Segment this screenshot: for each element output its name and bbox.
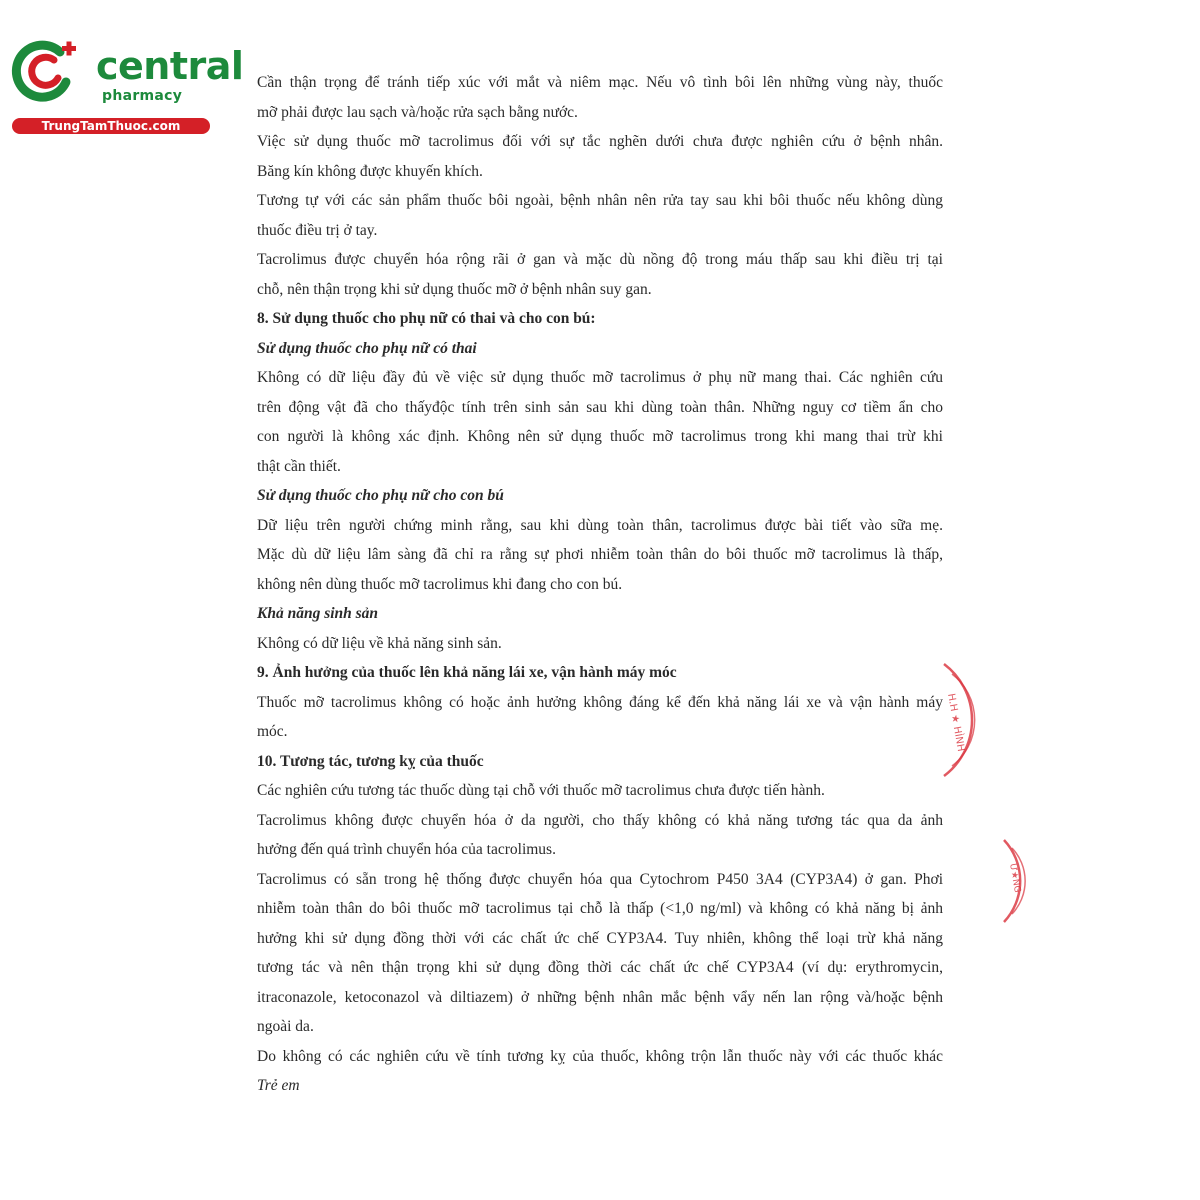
text-line: Tacrolimus được chuyển hóa rộng rãi ở gan và mặc dù nồng độ trong máu thấp sau khi điều trị tại [257,251,943,268]
pharmacy-cross-icon [10,38,90,106]
company-seal-upper [936,660,986,780]
text-line: hưởng đến quá trình chuyển hóa của tacrolimus. [257,841,556,858]
text-line: chỗ, nên thận trọng khi sử dụng thuốc mỡ ở bệnh nhân suy gan. [257,280,652,298]
text-line: Tương tự với các sản phẩm thuốc bôi ngoài, bệnh nhân nên rửa tay sau khi bôi thuốc nếu không dùng [257,192,943,209]
section-heading: 10. Tương tác, tương kỵ của thuốc [257,752,484,770]
text-line: nhiễm toàn thân do bôi thuốc mỡ tacrolimus tại chỗ là thấp (<1,0 ng/ml) và không có khả năng bị ảnh [257,900,943,917]
section-heading: 8. Sử dụng thuốc cho phụ nữ có thai và cho con bú: [257,310,596,327]
text-line: ngoài da. [257,1018,314,1035]
text-line: Cần thận trọng để tránh tiếp xúc với mắt và niêm mạc. Nếu vô tình bôi lên những vùng này, thuốc [257,74,943,91]
subsection-heading: Sử dụng thuốc cho phụ nữ có thai [257,339,477,357]
text-line: Các nghiên cứu tương tác thuốc dùng tại chỗ với thuốc mỡ tacrolimus chưa được tiến hành. [257,782,825,799]
text-line: Do không có các nghiên cứu về tính tương kỵ của thuốc, không trộn lẫn thuốc này với các thuốc khác [257,1047,943,1065]
company-seal-lower [996,838,1026,924]
text-line: Không có dữ liệu về khả năng sinh sản. [257,634,502,652]
text-line: Băng kín không được khuyến khích. [257,162,483,180]
text-line: Trẻ em [257,1077,300,1094]
text-line: móc. [257,723,288,740]
text-line: Không có dữ liệu đầy đủ về việc sử dụng thuốc mỡ tacrolimus ở phụ nữ mang thai. Các nghiên cứu [257,369,943,386]
text-line: mỡ phải được lau sạch và/hoặc rửa sạch bằng nước. [257,103,578,121]
text-line: Thuốc mỡ tacrolimus không có hoặc ảnh hưởng không đáng kể đến khả năng lái xe và vận hành máy [257,693,943,711]
text-line: Tacrolimus không được chuyển hóa ở da người, cho thấy không có khả năng tương tác qua da ảnh [257,811,943,829]
text-line: Dữ liệu trên người chứng minh rằng, sau khi dùng toàn thân, tacrolimus được bài tiết vào sữa mẹ. [257,516,943,534]
logo-name: central [96,44,244,88]
stamp-text: H.H ★ HÌNH [945,692,967,753]
logo-subtitle: pharmacy [102,88,183,104]
text-line: Việc sử dụng thuốc mỡ tacrolimus đối với sự tắc nghẽn dưới chưa được nghiên cứu ở bệnh nhân. [257,133,943,150]
text-line: Mặc dù dữ liệu lâm sàng đã chỉ ra rằng sự phơi nhiễm toàn thân do bôi thuốc mỡ tacrolimus là thấp, [257,546,943,563]
subsection-heading: Khả năng sinh sản [257,605,379,622]
text-line: thật cần thiết. [257,457,341,475]
text-line: itraconazole, ketoconazol và diltiazem) ở những bệnh nhân mắc bệnh vẩy nến lan rộng và/hoặc bệnh [257,988,943,1006]
text-line: tương tác và nên thận trọng khi sử dụng đồng thời các chất ức chế CYP3A4 (ví dụ: erythromycin, [257,959,943,976]
text-line: thuốc điều trị ở tay. [257,221,378,239]
text-line: Tacrolimus có sẵn trong hệ thống được chuyển hóa qua Cytochrom P450 3A4 (CYP3A4) ở gan. Phơi [257,870,943,888]
text-line: hưởng khi sử dụng đồng thời với các chất ức chế CYP3A4. Tuy nhiên, không thể loại trừ khả năng [257,929,943,947]
text-line: trên động vật đã cho thấyđộc tính trên sinh sản sau khi dùng toàn thân. Những nguy cơ tiềm ẩn cho [257,398,943,416]
section-heading: 9. Ảnh hưởng của thuốc lên khả năng lái xe, vận hành máy móc [257,664,677,681]
logo-url[interactable]: TrungTamThuoc.com [12,118,210,134]
subsection-heading: Sử dụng thuốc cho phụ nữ cho con bú [257,487,504,504]
text-line: không nên dùng thuốc mỡ tacrolimus khi đang cho con bú. [257,575,623,593]
stamp-text: Ư★NG [1007,862,1023,894]
text-line: con người là không xác định. Không nên sử dụng thuốc mỡ tacrolimus trong khi mang thai trừ khi [257,428,943,445]
document-body [257,68,943,1101]
pharmacy-logo[interactable] [10,38,244,138]
